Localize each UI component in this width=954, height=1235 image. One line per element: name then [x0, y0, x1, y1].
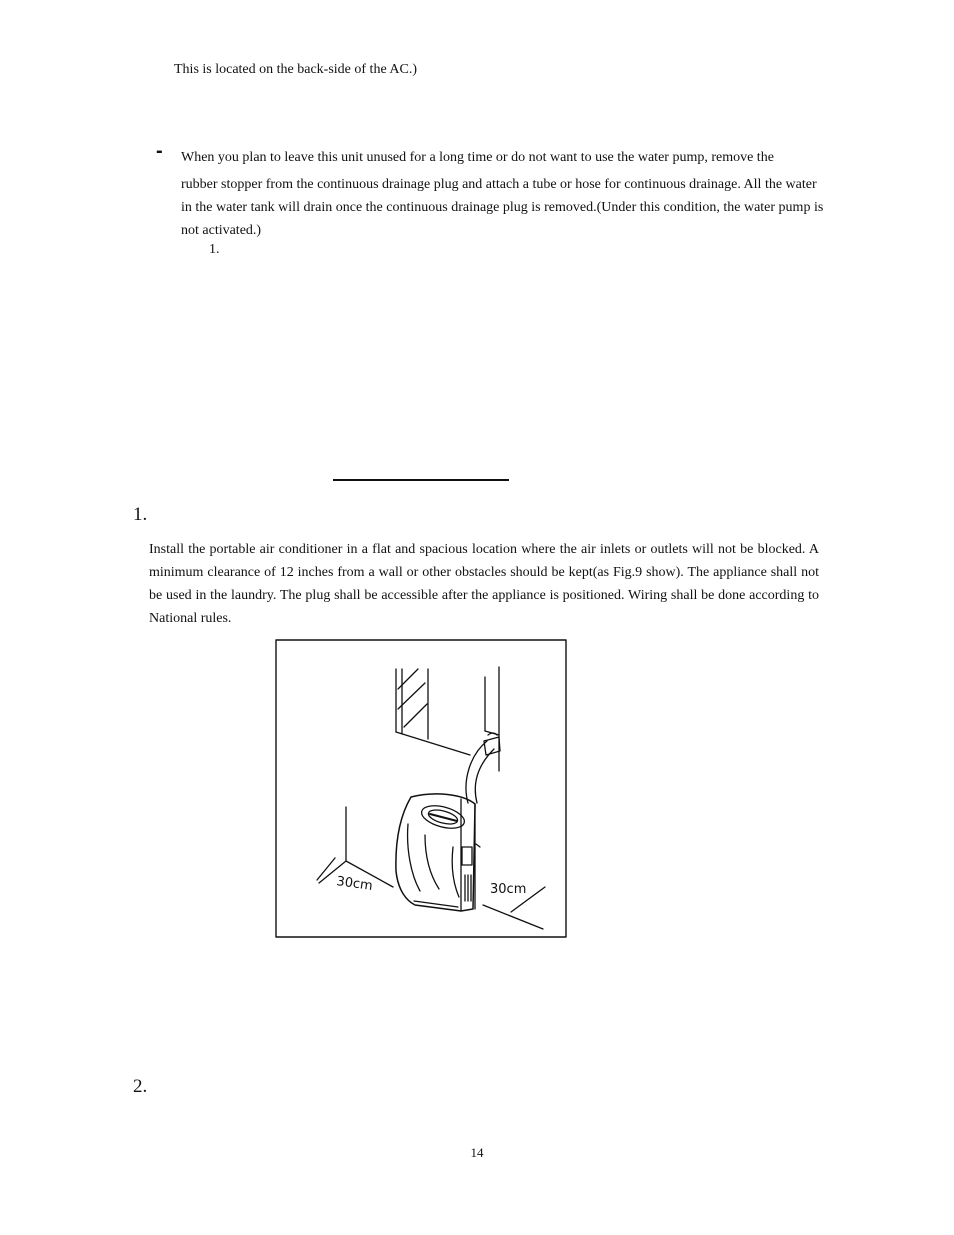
installation-illustration [275, 639, 567, 938]
bullet-marker: - [156, 140, 163, 162]
drainage-note-line1: When you plan to leave this unit unused for a long time or do not want to use the water pump, remove the [181, 150, 774, 165]
section-1-number: 1. [133, 504, 148, 525]
page-number: 14 [470, 1145, 484, 1160]
drainage-note-rest: rubber stopper from the continuous drainage plug and attach a tube or hose for continuous drainage. All the water in the water tank will drain once the continuous drainage plug is removed.(Under this condition, the water pump is not activated.) [181, 177, 824, 238]
right-clearance-label: 30cm [490, 882, 527, 897]
underline-rule [333, 479, 509, 481]
sub-item-number: 1. [209, 242, 220, 257]
drainage-note [181, 146, 826, 242]
section-1-paragraph: Install the portable air conditioner in a flat and spacious location where the air inlets or outlets will not be blocked. A minimum clearance of 12 inches from a wall or other obstacles should be kept(as Fig.9 show). The appliance shall not be used in the laundry. The plug shall be accessible after the appliance is positioned. Wiring shall be done according to National rules. [149, 542, 819, 626]
intro-text: This is located on the back-side of the AC.) [174, 62, 417, 77]
installation-figure [275, 639, 567, 938]
left-clearance-label: 30cm [335, 874, 374, 895]
section-2-number: 2. [133, 1076, 148, 1097]
